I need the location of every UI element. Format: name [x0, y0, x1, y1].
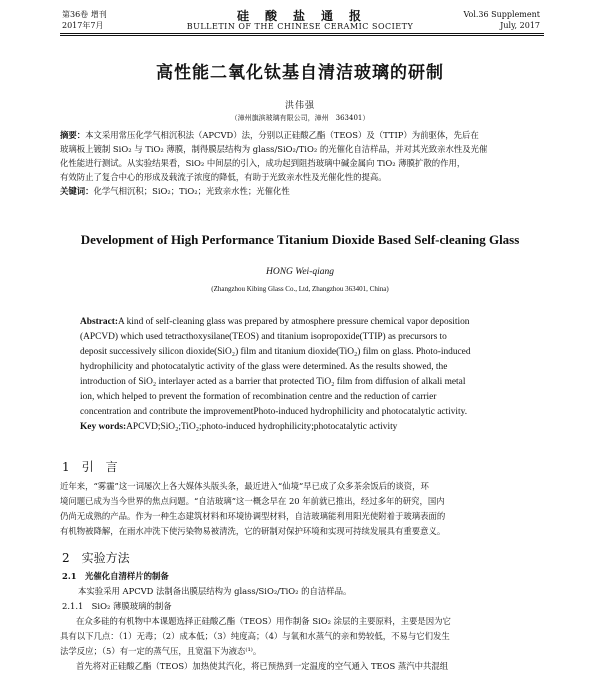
keywords-en-line	[80, 420, 530, 435]
abstract-cn	[60, 128, 544, 198]
author-en: HONG Wei-qiang	[266, 267, 334, 277]
subsection-2-1-1-body	[60, 614, 544, 674]
keywords-en-label: Key words:	[80, 422, 127, 432]
abstract-en	[80, 315, 530, 435]
body-line: 近年来，“雾霾”这一词屡次上各大媒体头版头条，最近进入“仙境”早已成了众多茶余饭后的谈资，环	[60, 481, 429, 491]
keywords-en: APCVD;SiO₂;TiO₂;photo-induced hydrophilicity;photocatalytic activity	[126, 422, 398, 432]
abstract-en-line: (APCVD) which used tetracthoxysilane(TEOS) and titanium isopropoxide(TTIP) as precursors to	[80, 332, 447, 342]
body-line: 有机物被降解，在雨水冲洗下使污染物易被清洗，它的研制对保护环境和实现可持续发展具有重要意义。	[60, 526, 446, 536]
section-1-body	[60, 479, 544, 539]
subsection-2-1-heading: 2.1 光催化自清样片的制备	[62, 571, 169, 581]
section-2-heading: 2 实验方法	[62, 551, 130, 565]
abstract-en-line: ion, which helped to prevent the formation of recombination centre and the reduction of carrier	[80, 392, 437, 402]
body-line: 在众多硅的有机物中本课题选择正硅酸乙酯（TEOS）用作制备 SiO₂ 涂层的主要原料，主要是因为它	[76, 616, 451, 626]
subsection-2-1-1-heading: 2.1.1 SiO₂ 薄膜玻璃的制备	[62, 601, 172, 611]
header-date-cn: 2017年7月	[62, 21, 104, 30]
body-line: 具有以下几点：（1）无毒；（2）成本低；（3）纯度高；（4）与氧和水蒸气的亲和势较低，不易与它们发生	[60, 631, 450, 641]
keywords-cn-line	[60, 184, 544, 198]
abstract-cn-line: 摘要：本文采用常压化学气相沉积法（APCVD）法，分别以正硅酸乙酯（TEOS）及（TTIP）为前驱体，先后在	[60, 130, 479, 140]
paper-title-cn: 高性能二氧化钛基自清洁玻璃的研制	[156, 63, 444, 83]
abstract-en-line: deposit successively silicon dioxide(SiO₂) film and titanium dioxide(TiO₂) film on glass. Photo-induced	[80, 347, 471, 357]
abstract-cn-line: 化性能进行测试。从实验结果看，SiO₂ 中间层的引入，成功起到阻挡玻璃中碱金属向 TiO₂ 薄膜扩散的作用，	[60, 158, 466, 168]
body-line: 首先将对正硅酸乙酯（TEOS）加热使其汽化，将已预热到一定温度的空气通入 TEOS 蒸汽中共混组	[76, 661, 449, 671]
body-line: 境问题已成为当今世界的焦点问题。“自洁玻璃”这一概念早在 20 年前就已推出，经过多年的研究，国内	[60, 496, 445, 506]
abstract-en-line: concentration and contribute the improvementPhoto-induced hydrophilicity and photocatalytic activity.	[80, 407, 468, 417]
affiliation-cn: （漳州旗滨玻璃有限公司，漳州 363401）	[230, 114, 370, 122]
abstract-en-line: Abstract:A kind of self-cleaning glass was prepared by atmosphere pressure chemical vapor deposition	[80, 317, 470, 327]
header-journal-en: BULLETIN OF THE CHINESE CERAMIC SOCIETY	[186, 22, 414, 31]
abstract-en-line: introduction of SiO₂ interlayer acted as a barrier that protected TiO₂ film from diffusion of alkali metal	[80, 377, 466, 387]
keywords-cn: 化学气相沉积；SiO₂；TiO₂；光致亲水性；光催化性	[93, 186, 290, 196]
paper-title-en: Development of High Performance Titanium Dioxide Based Self-cleaning Glass	[80, 232, 520, 247]
header-date-en: July, 2017	[500, 21, 540, 30]
abstract-en-line: hydrophilicity and photocatalytic activity of the glass were determined. As the results showed, the	[80, 362, 448, 372]
abstract-en-label: Abstract:	[80, 317, 119, 327]
header-rule	[60, 33, 544, 34]
abstract-cn-line: 有效防止了复合中心的形成及载流子浓度的降低，有助于光致亲水性及光催化性的提高。	[60, 172, 387, 182]
affiliation-en: (Zhangzhou Kibing Glass Co., Ltd, Zhangzhou 363401, China)	[211, 285, 389, 293]
subsection-2-1-text: 本实验采用 APCVD 法制备出膜层结构为 glass/SiO₂/TiO₂ 的自洁样品。	[78, 586, 352, 596]
header-vol-en: Vol.36 Supplement	[463, 10, 540, 19]
section-1-heading: 1 引 言	[62, 460, 118, 474]
body-line: 仍尚无成熟的产品。作为一种生态建筑材料和环境协调型材料，自洁玻璃能利用阳光使附着于玻璃表面的	[60, 511, 446, 521]
abstract-cn-line: 玻璃板上镀制 SiO₂ 与 TiO₂ 薄膜，制得膜层结构为 glass/SiO₂/TiO₂ 的光催化自洁样品，并对其光致亲水性及光催	[60, 144, 488, 154]
abstract-cn-label: 摘要：	[60, 130, 86, 140]
keywords-cn-label: 关键词：	[60, 186, 94, 196]
author-cn: 洪伟强	[284, 101, 315, 111]
header-issue-cn: 第36卷 增刊	[62, 10, 107, 19]
header-rule-thin	[60, 35, 544, 36]
header-journal-cn: 硅 酸 盐 通 报	[236, 9, 363, 23]
body-line: 法学反应；（5）有一定的蒸气压，且宽温下为液态⁽¹⁾。	[60, 646, 262, 656]
